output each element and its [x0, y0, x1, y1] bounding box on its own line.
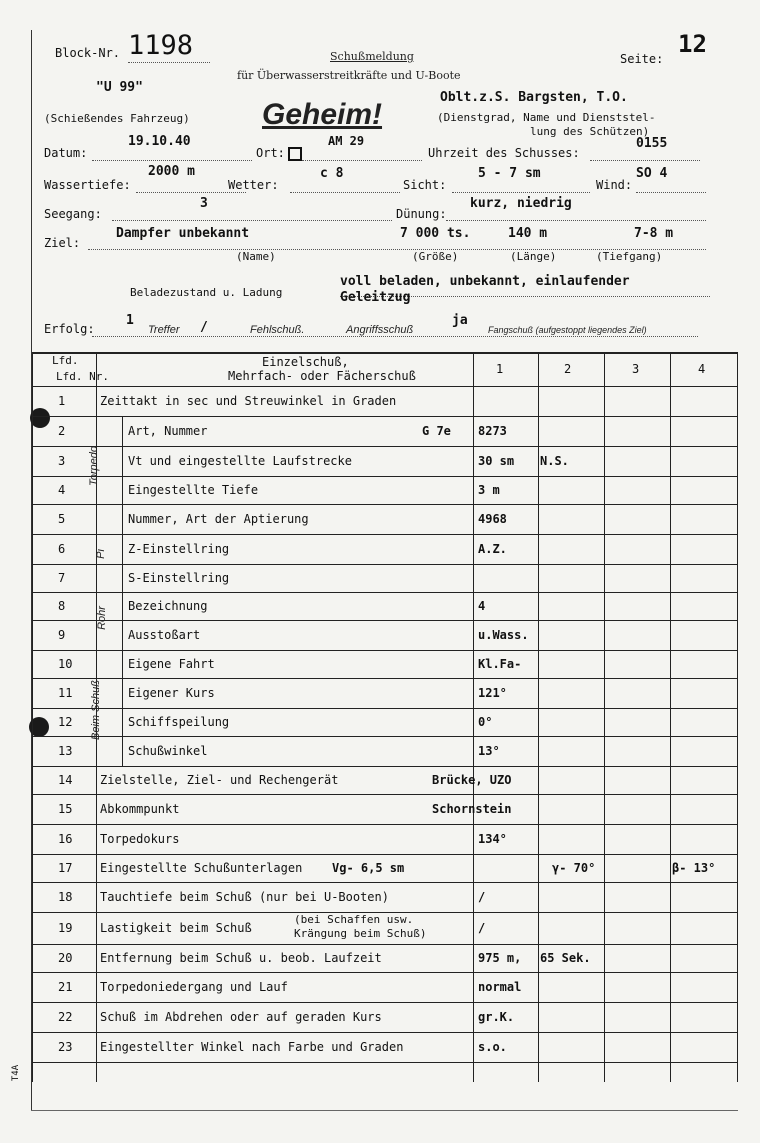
row-number: 3 — [58, 453, 66, 468]
row-extra: Schornstein — [432, 801, 512, 816]
row-label: Tauchtiefe beim Schuß (nur bei U-Booten) — [100, 889, 389, 904]
row-value-1: 8273 — [478, 423, 507, 438]
row-value-1: Kl.Fa- — [478, 656, 522, 671]
load-value-2: Geleitzug — [340, 290, 411, 305]
row-label: Eingestellte Tiefe — [128, 482, 259, 497]
row-number: 19 — [58, 920, 73, 935]
row-number: 7 — [58, 570, 66, 585]
row-number: 1 — [58, 393, 66, 408]
boat-name: "U 99" — [96, 80, 143, 95]
attack-label: Angriffsschuß — [346, 324, 414, 336]
visibility-value: 5 - 7 sm — [478, 166, 541, 181]
time-label: Uhrzeit des Schusses: — [428, 146, 580, 160]
hits-value: 1 — [126, 313, 134, 328]
row-label: Schuß im Abdrehen oder auf geraden Kurs — [100, 1009, 382, 1024]
place-square-icon — [288, 147, 302, 161]
table-row — [32, 972, 738, 1002]
time-value: 0155 — [636, 136, 668, 151]
table-row — [32, 386, 738, 416]
row-label: Eingestellter Winkel nach Farbe und Graden — [100, 1039, 404, 1054]
row-label: Bezeichnung — [128, 598, 208, 613]
target-label: Ziel: — [44, 236, 81, 250]
weather-value: c 8 — [320, 166, 344, 181]
table-row — [32, 592, 738, 620]
caption-draft: (Tiefgang) — [596, 250, 663, 263]
row-value-2: γ- 70° — [552, 860, 596, 875]
row-value-1: 0° — [478, 714, 493, 729]
load-label: Beladezustand u. Ladung — [130, 286, 283, 299]
table-row — [32, 446, 738, 476]
hits-label: Treffer — [148, 324, 180, 336]
row-label: Art, Nummer — [128, 423, 208, 438]
head-col-2: 2 — [564, 362, 572, 376]
group-torpedo: Torpedo — [87, 446, 100, 486]
row-label: Schußwinkel — [128, 743, 208, 758]
table-row — [32, 944, 738, 972]
row-value-1: 121° — [478, 685, 507, 700]
row-number: 12 — [58, 714, 73, 729]
row-number: 22 — [58, 1009, 73, 1024]
row-extra: G 7e — [422, 423, 451, 438]
row-value-1: normal — [478, 979, 522, 994]
row-value-2: N.S. — [540, 453, 569, 468]
row-number: 20 — [58, 950, 73, 965]
officer-caption-2: lung des Schützen) — [530, 125, 650, 138]
row-value-1: A.Z. — [478, 541, 507, 556]
officer-caption-1: (Dienstgrad, Name und Dienststel- — [437, 111, 656, 124]
target-length: 140 m — [508, 226, 548, 241]
table-row — [32, 1002, 738, 1032]
boat-caption: (Schießendes Fahrzeug) — [44, 112, 190, 125]
row-label-note-1: (bei Schaffen usw. — [294, 913, 414, 926]
row-number: 16 — [58, 831, 73, 846]
row-number: 9 — [58, 627, 66, 642]
group-rohr: Rohr — [95, 606, 108, 630]
table-row — [32, 708, 738, 736]
date-label: Datum: — [44, 146, 88, 160]
row-label: Torpedokurs — [100, 831, 180, 846]
row-number: 14 — [58, 772, 73, 787]
row-value-1: / — [478, 920, 486, 935]
row-value-1: u.Wass. — [478, 627, 529, 642]
row-label: Z-Einstellring — [128, 541, 230, 556]
caption-size: (Größe) — [412, 250, 459, 263]
table-row — [32, 416, 738, 446]
row-number: 8 — [58, 598, 66, 613]
row-number: 6 — [58, 541, 66, 556]
secret-stamp: Geheim! — [262, 98, 383, 131]
row-label: S-Einstellring — [128, 570, 230, 585]
row-value-3: β- 13° — [672, 860, 716, 875]
row-label: Ausstoßart — [128, 627, 201, 642]
row-label: Eingestellte Schußunterlagen — [100, 860, 303, 875]
table-row — [32, 620, 738, 650]
weather-label: Wetter: — [228, 178, 279, 192]
row-number: 17 — [58, 860, 73, 875]
caption-name: (Name) — [236, 250, 276, 263]
page-label: Seite: — [620, 52, 664, 66]
target-name: Dampfer unbekannt — [116, 226, 250, 241]
row-number: 11 — [58, 685, 73, 700]
row-label: Abkommpunkt — [100, 801, 180, 816]
block-number: 1198 — [128, 30, 194, 61]
head-no: Lfd. Nr. — [56, 370, 109, 383]
misses-label: Fehlschuß. — [250, 324, 305, 336]
row-number: 13 — [58, 743, 73, 758]
row-label: Vt und eingestellte Laufstrecke — [128, 453, 352, 468]
head-desc-2: Mehrfach- oder Fächerschuß — [228, 369, 416, 383]
row-value-1: gr.K. — [478, 1009, 515, 1024]
row-label: Nummer, Art der Aptierung — [128, 511, 309, 526]
row-extra: Vg- 6,5 sm — [332, 860, 405, 875]
row-label: Zielstelle, Ziel- und Rechengerät — [100, 772, 339, 787]
page-bottom-border — [31, 1110, 738, 1111]
caption-length: (Länge) — [510, 250, 557, 263]
row-value-2: 65 Sek. — [540, 950, 591, 965]
sea-value: 3 — [200, 196, 208, 211]
wind-value: SO 4 — [636, 166, 668, 181]
row-label: Eigene Fahrt — [128, 656, 215, 671]
sea-label: Seegang: — [44, 207, 102, 221]
head-col-4: 4 — [698, 362, 706, 376]
table-row — [32, 1032, 738, 1062]
table-row — [32, 564, 738, 592]
group-pi: Pi — [94, 549, 107, 559]
table-row — [32, 504, 738, 534]
table-row — [32, 854, 738, 882]
misses-value: / — [200, 320, 208, 335]
result-label: Erfolg: — [44, 322, 95, 336]
row-label: Schiffspeilung — [128, 714, 230, 729]
table-row — [32, 678, 738, 708]
attack-value: ja — [452, 313, 468, 328]
row-label: Torpedoniedergang und Lauf — [100, 979, 288, 994]
head-col-3: 3 — [632, 362, 640, 376]
row-number: 18 — [58, 889, 73, 904]
table-row — [32, 476, 738, 504]
row-number: 2 — [58, 423, 66, 438]
wind-label: Wind: — [596, 178, 633, 192]
row-value-1: s.o. — [478, 1039, 507, 1054]
place-value: AM 29 — [328, 134, 365, 148]
head-no-1: Lfd. — [52, 354, 79, 367]
depth-label: Wassertiefe: — [44, 178, 131, 192]
table-row — [32, 736, 738, 766]
visibility-label: Sicht: — [403, 178, 447, 192]
row-number: 5 — [58, 511, 66, 526]
row-value-1: 134° — [478, 831, 507, 846]
place-label: Ort: — [256, 146, 285, 160]
table-row — [32, 650, 738, 678]
shot-table — [32, 352, 738, 1082]
table-row — [32, 882, 738, 912]
officer-name: Oblt.z.S. Bargsten, T.O. — [440, 90, 628, 105]
catch-label: Fangschuß (aufgestoppt liegendes Ziel) — [488, 325, 647, 335]
group-beim-schuss: Beim Schuß — [89, 680, 102, 740]
table-row — [32, 912, 738, 944]
row-value-1: 4 — [478, 598, 486, 613]
row-label: Lastigkeit beim Schuß — [100, 920, 252, 935]
table-row — [32, 824, 738, 854]
row-number: 23 — [58, 1039, 73, 1054]
load-value-1: voll beladen, unbekannt, einlaufender — [340, 274, 630, 289]
margin-note: T4A — [11, 1064, 22, 1082]
row-extra: Brücke, UZO — [432, 772, 512, 787]
form-title: Schußmeldung — [330, 50, 414, 63]
row-value-1: 975 m, — [478, 950, 522, 965]
row-value-1: 13° — [478, 743, 500, 758]
swell-value: kurz, niedrig — [470, 196, 572, 211]
page-number: 12 — [678, 30, 707, 58]
head-desc-1: Einzelschuß, — [262, 355, 349, 369]
row-number: 15 — [58, 801, 73, 816]
swell-label: Dünung: — [396, 207, 447, 221]
row-value-1: 30 sm — [478, 453, 515, 468]
row-number: 4 — [58, 482, 66, 497]
date-value: 19.10.40 — [128, 134, 191, 149]
target-size: 7 000 ts. — [400, 226, 471, 241]
table-row — [32, 534, 738, 564]
target-draft: 7-8 m — [634, 226, 674, 241]
row-label-note-2: Krängung beim Schuß) — [294, 927, 427, 940]
row-value-1: 4968 — [478, 511, 507, 526]
block-label: Block-Nr. — [55, 46, 121, 60]
row-label: Zeittakt in sec und Streuwinkel in Graden — [100, 393, 397, 408]
row-number: 10 — [58, 656, 73, 671]
table-row — [32, 794, 738, 824]
row-label: Eigener Kurs — [128, 685, 215, 700]
row-value-1: 3 m — [478, 482, 500, 497]
form-subtitle: für Überwasserstreitkräfte und U-Boote — [237, 69, 461, 82]
row-number: 21 — [58, 979, 73, 994]
head-col-1: 1 — [496, 362, 504, 376]
row-label: Entfernung beim Schuß u. beob. Laufzeit — [100, 950, 382, 965]
row-value-1: / — [478, 889, 486, 904]
table-row — [32, 766, 738, 794]
depth-value: 2000 m — [148, 164, 195, 179]
